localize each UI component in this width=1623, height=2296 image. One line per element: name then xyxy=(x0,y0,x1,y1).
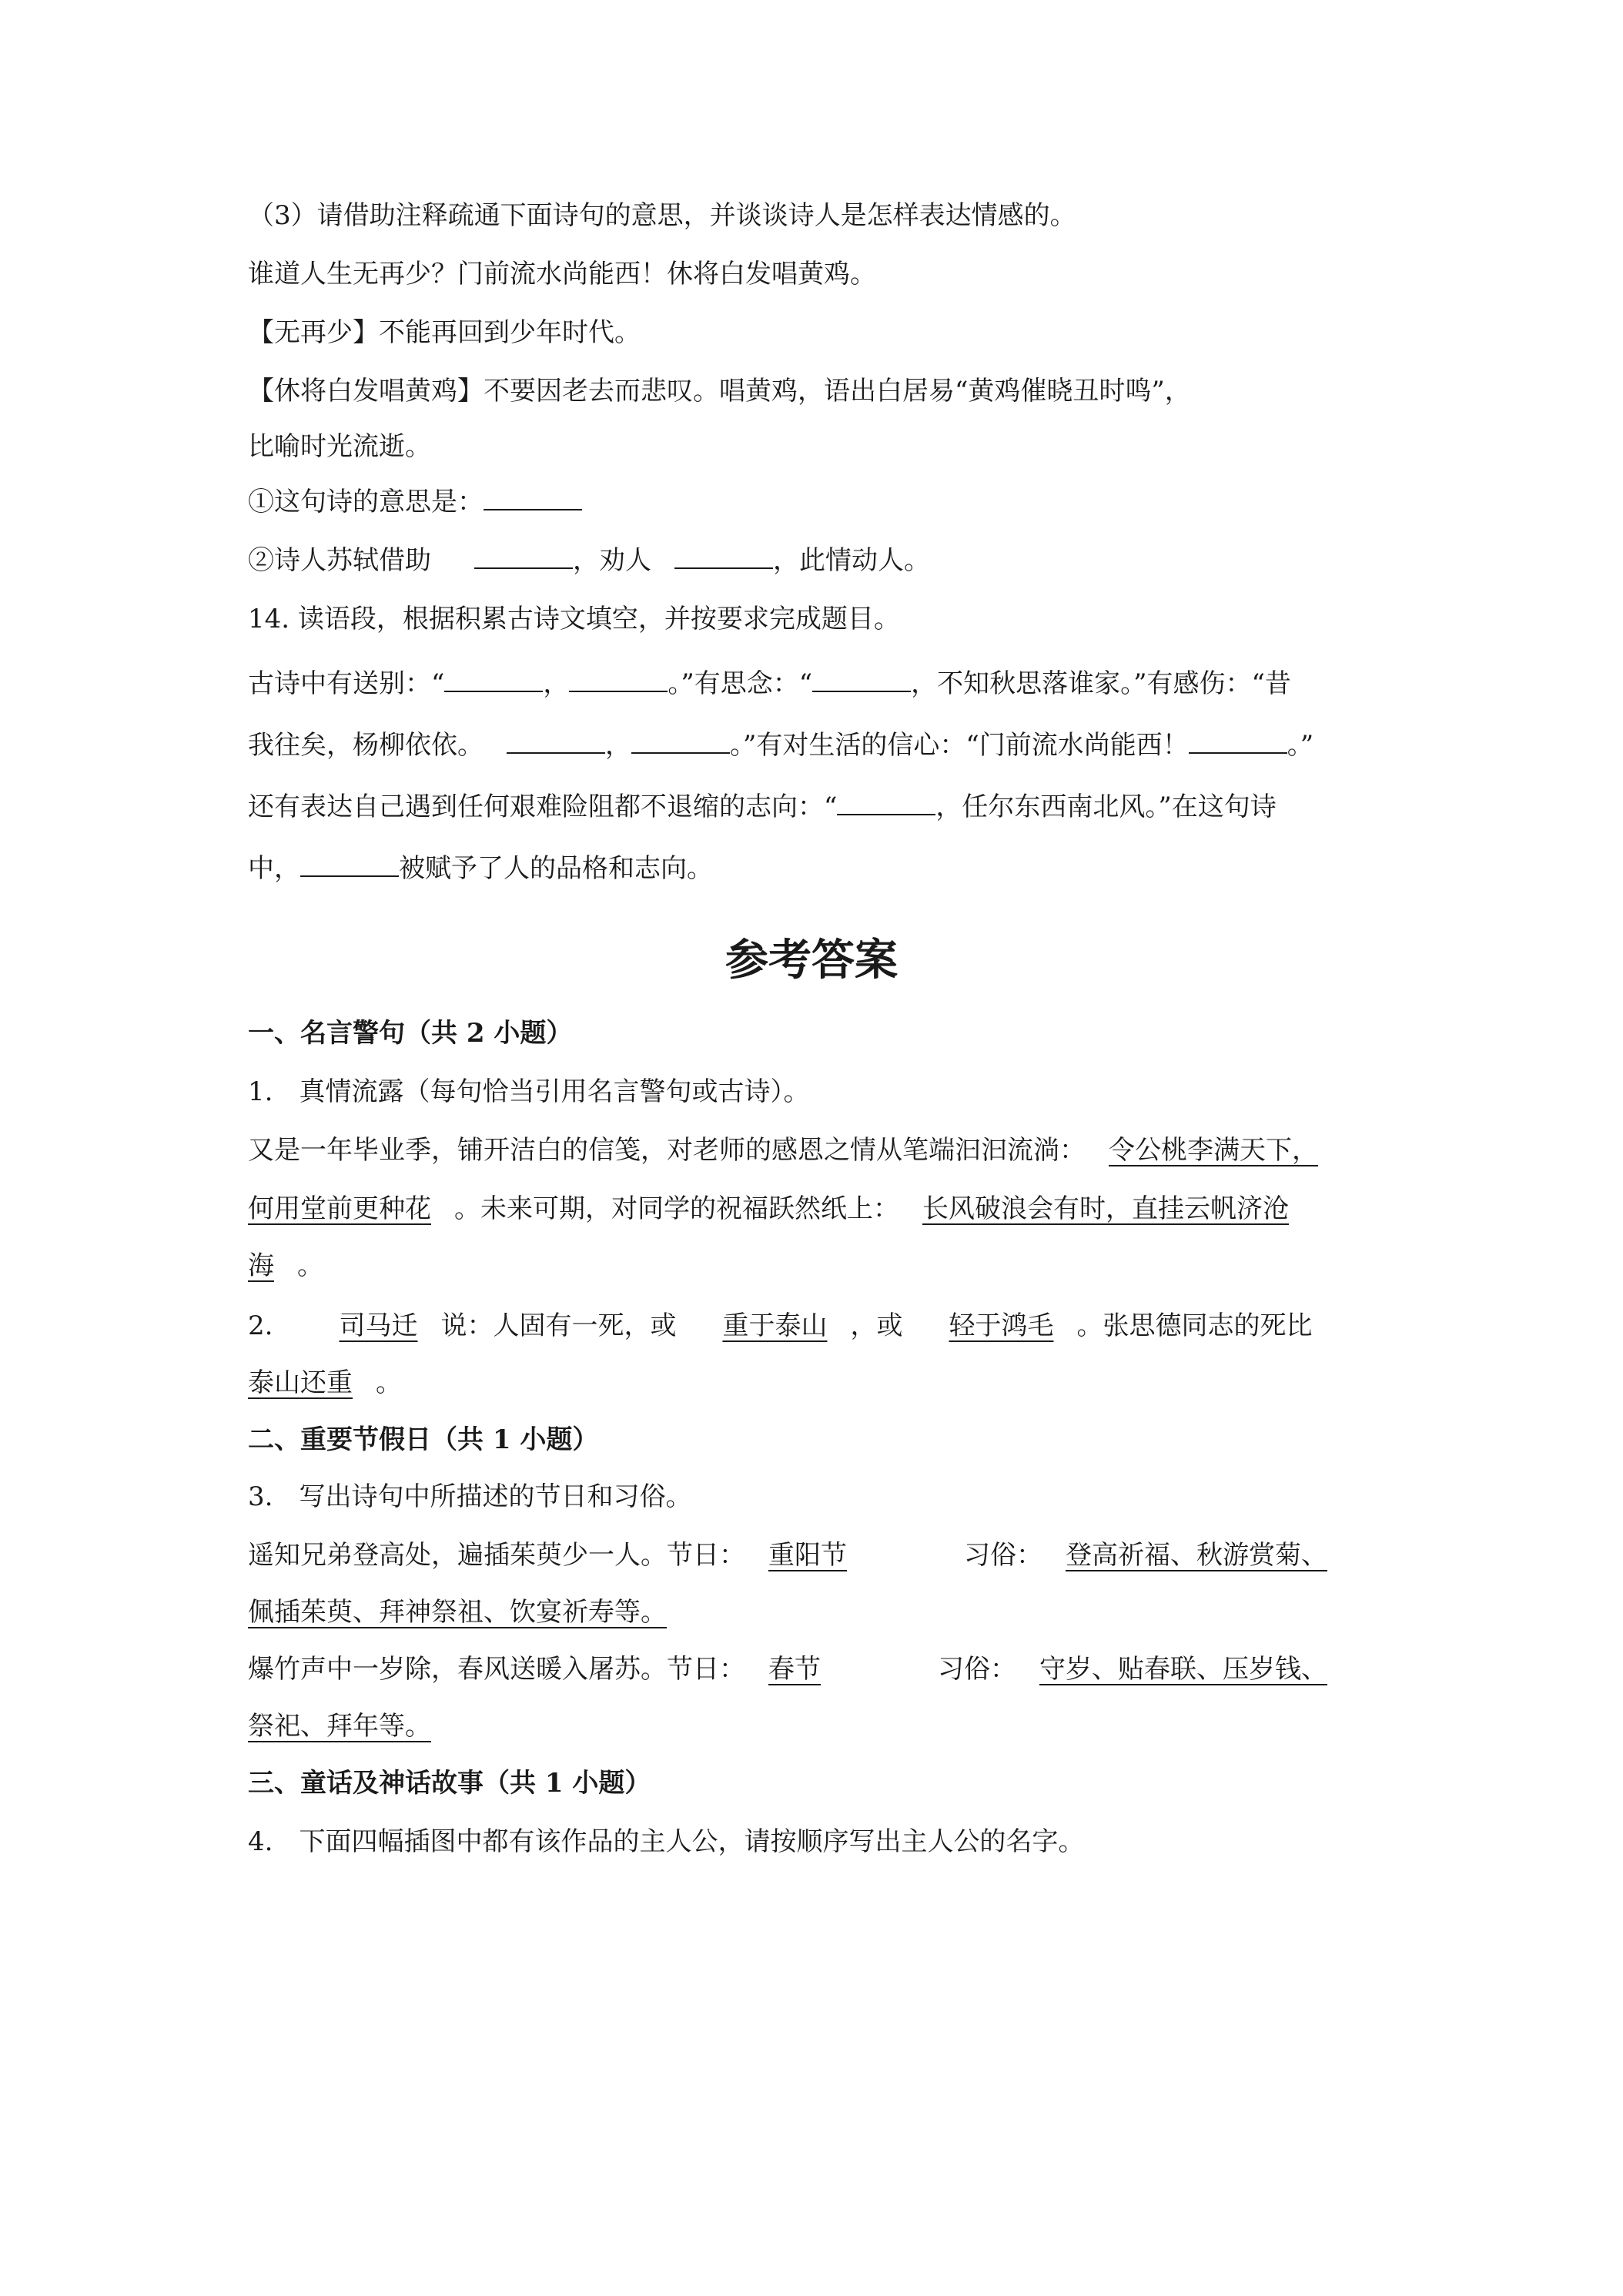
answer-underlined: 海 xyxy=(248,1250,274,1281)
answer-text: 又是一年毕业季，铺开洁白的信笺，对老师的感恩之情从笔端汩汩流淌： xyxy=(248,1135,1086,1166)
answer-blank[interactable] xyxy=(631,729,730,754)
answer-underlined: 祭祀、拜年等。 xyxy=(248,1711,431,1742)
q14-text: 。”有思念：“ xyxy=(668,668,813,699)
q14-text: 我往矣，杨柳依依。 xyxy=(248,730,484,761)
q14-paragraph-line-4 xyxy=(248,852,1387,885)
answer-2-line-2 xyxy=(248,1366,1387,1400)
q13-3-sub-2-text-a: ②诗人苏轼借助 xyxy=(248,545,431,576)
answer-text: 说：人固有一死，或 xyxy=(440,1310,677,1341)
answer-underlined: 春节 xyxy=(768,1654,821,1685)
answer-3-line-1 xyxy=(248,1538,1387,1572)
q14-text: 。”有对生活的信心：“门前流水尚能西！ xyxy=(730,730,1189,761)
q14-paragraph-line-3 xyxy=(248,790,1387,824)
answer-underlined: 长风破浪会有时，直挂云帆济沧 xyxy=(922,1193,1289,1224)
answer-blank[interactable] xyxy=(474,544,573,569)
q14-text: 被赋予了人的品格和志向。 xyxy=(399,853,713,884)
answer-text: 遥知兄弟登高处，遍插茱萸少一人。节日： xyxy=(248,1540,745,1571)
answer-blank[interactable] xyxy=(674,544,773,569)
answer-underlined: 司马迁 xyxy=(339,1310,418,1341)
q14-text: 中， xyxy=(248,853,300,884)
q13-3-note-2-cont: 比喻时光流逝。 xyxy=(248,431,431,462)
answer-underlined: 佩插茱萸、拜神祭祖、饮宴祈寿等。 xyxy=(248,1597,667,1628)
answer-1-line-2 xyxy=(248,1192,1387,1226)
q13-3-sub-2-text-c: ，此情动人。 xyxy=(773,545,930,576)
q13-3-sub-2 xyxy=(248,544,1387,577)
section-heading-3: 三、童话及神话故事（共 1 小题） xyxy=(248,1768,651,1799)
answer-1-heading: 1. 真情流露（每句恰当引用名言警句或古诗）。 xyxy=(248,1076,810,1107)
answer-3-line-4 xyxy=(248,1709,1387,1743)
custom-label: 习俗： xyxy=(938,1654,1016,1685)
q14-text: ，任尔东西南北风。”在这句诗 xyxy=(935,792,1277,822)
answer-underlined: 守岁、贴春联、压岁钱、 xyxy=(1039,1654,1327,1685)
answer-text: 。张思德同志的死比 xyxy=(1076,1310,1313,1341)
answer-blank[interactable] xyxy=(444,668,543,692)
answer-text: 。 xyxy=(297,1250,323,1281)
answer-underlined: 泰山还重 xyxy=(248,1367,353,1398)
q14-text: 还有表达自己遇到任何艰难险阻都不退缩的志向：“ xyxy=(248,792,838,822)
answer-3-heading: 3. 写出诗句中所描述的节日和习俗。 xyxy=(248,1481,692,1512)
q14-text: ， xyxy=(543,668,570,699)
answer-underlined: 重阳节 xyxy=(768,1540,847,1571)
q13-3-note-2: 【休将白发唱黄鸡】不要因老去而悲叹。唱黄鸡，语出白居易“黄鸡催晓丑时鸣”， xyxy=(248,376,1191,407)
answer-2-line-1 xyxy=(248,1309,1387,1343)
q14-text: 。” xyxy=(1287,730,1314,761)
q13-3-poem: 谁道人生无再少？门前流水尚能西！休将白发唱黄鸡。 xyxy=(248,259,876,290)
answer-text: 爆竹声中一岁除，春风送暖入屠苏。节日： xyxy=(248,1654,745,1685)
q14-text: 古诗中有送别：“ xyxy=(248,668,445,699)
custom-label: 习俗： xyxy=(964,1540,1042,1571)
q13-3-sub-1-label: ①这句诗的意思是： xyxy=(248,487,484,517)
answer-blank[interactable] xyxy=(1189,729,1287,754)
answer-number: 2. xyxy=(248,1310,273,1341)
answer-underlined: 令公桃李满天下， xyxy=(1109,1135,1318,1166)
answer-3-line-2 xyxy=(248,1595,1387,1629)
answer-blank[interactable] xyxy=(812,668,911,692)
answer-underlined: 重于泰山 xyxy=(722,1310,828,1341)
answer-4-heading: 4. 下面四幅插图中都有该作品的主人公，请按顺序写出主人公的名字。 xyxy=(248,1826,1085,1857)
section-heading-1: 一、名言警句（共 2 小题） xyxy=(248,1018,573,1049)
q14-prompt: 14. 读语段，根据积累古诗文填空，并按要求完成题目。 xyxy=(248,604,900,634)
section-heading-2: 二、重要节假日（共 1 小题） xyxy=(248,1424,599,1455)
answer-blank[interactable] xyxy=(507,729,605,754)
answer-3-line-3 xyxy=(248,1652,1387,1686)
q13-3-sub-2-text-b: ，劝人 xyxy=(573,545,651,576)
answers-title: 参考答案 xyxy=(725,935,898,986)
answer-text: 。 xyxy=(376,1367,402,1398)
q14-paragraph-line-1 xyxy=(248,667,1387,701)
answer-1-line-1 xyxy=(248,1133,1387,1167)
answer-underlined: 轻于鸿毛 xyxy=(949,1310,1054,1341)
q14-text: ，不知秋思落谁家。”有感伤：“昔 xyxy=(911,668,1291,699)
answer-blank[interactable] xyxy=(837,791,935,815)
q13-3-note-1: 【无再少】不能再回到少年时代。 xyxy=(248,317,641,348)
answer-blank[interactable] xyxy=(569,668,668,692)
q14-paragraph-line-2 xyxy=(248,728,1387,762)
answer-blank[interactable] xyxy=(484,486,582,510)
q13-3-prompt: （3）请借助注释疏通下面诗句的意思，并谈谈诗人是怎样表达情感的。 xyxy=(248,200,1076,231)
answer-underlined: 何用堂前更种花 xyxy=(248,1193,431,1224)
q13-3-sub-1 xyxy=(248,485,1387,519)
q14-text: ， xyxy=(605,730,631,761)
answer-1-line-3 xyxy=(248,1249,1387,1283)
answer-text: ，或 xyxy=(850,1310,903,1341)
answer-underlined: 登高祈福、秋游赏菊、 xyxy=(1066,1540,1327,1571)
answer-blank[interactable] xyxy=(300,852,399,877)
answer-text: 。未来可期，对同学的祝福跃然纸上： xyxy=(454,1193,899,1224)
